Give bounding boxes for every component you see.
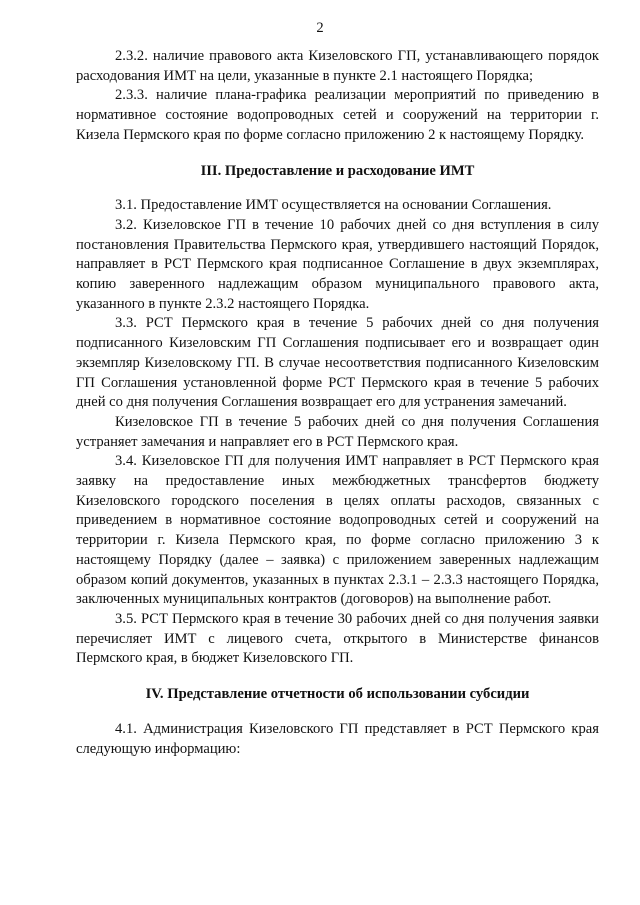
- paragraph: 2.3.3. наличие плана-графика реализации мероприятий по приведению в нормативное состояние водопроводных сетей и сооружений на территории г. Кизела Пермского края по форме согласно приложению 2 к настоящему Порядку.: [76, 87, 599, 143]
- paragraph: 3.2. Кизеловское ГП в течение 10 рабочих дней со дня вступления в силу постановления Правительства Пермского края, утвердившего настоящий Порядок, направляет в РСТ Пермского края подписанное Соглашение в двух экземплярах, копию заверенного надлежащим образом муниципального правового акта, указанного в пункте 2.3.2 настоящего Порядка.: [76, 216, 599, 312]
- page-number: 2: [316, 20, 324, 36]
- paragraph: Кизеловское ГП в течение 5 рабочих дней со дня получения Соглашения устраняет замечания и направляет его в РСТ Пермского края.: [76, 413, 599, 450]
- document-body: [76, 47, 599, 759]
- section-heading: III. Предоставление и расходование ИМТ: [200, 162, 475, 179]
- paragraph: 3.5. РСТ Пермского края в течение 30 рабочих дней со дня получения заявки перечисляет ИМТ с лицевого счета, открытого в Министерстве финансов Пермского края, в бюджет Кизеловского ГП.: [76, 610, 599, 667]
- paragraph: 2.3.2. наличие правового акта Кизеловского ГП, устанавливающего порядок расходования ИМТ на цели, указанные в пункте 2.1 настоящего Порядка;: [76, 48, 599, 84]
- paragraph: 3.4. Кизеловское ГП для получения ИМТ направляет в РСТ Пермского края заявку на предоставление иных межбюджетных трансфертов бюджету Кизеловского городского поселения в целях оплаты расходов, связанных с приведением в нормативное состояние водопроводных сетей и сооружений на территории г. Кизела Пермского края, по форме согласно приложению 3 к настоящему Порядку (далее – заявка) с приложением заверенных надлежащим образом копий документов, указанных в пунктах 2.3.1 – 2.3.3 настоящего Порядка, заключенных муниципальных контрактов (договоров) на выполнение работ.: [76, 453, 599, 608]
- paragraph: 3.1. Предоставление ИМТ осуществляется на основании Соглашения.: [115, 197, 552, 214]
- paragraph: 3.3. РСТ Пермского края в течение 5 рабочих дней со дня получения подписанного Кизеловским ГП Соглашения подписывает его и возвращает один экземпляр Кизеловскому ГП. В случае несоответствия подписанного Кизеловским ГП Соглашения установленной форме РСТ Пермского края в течение 5 рабочих дней со дня получения Соглашения возвращает его для устранения замечаний.: [76, 315, 599, 411]
- section-heading: IV. Представление отчетности об использовании субсидии: [145, 686, 530, 703]
- paragraph: 4.1. Администрация Кизеловского ГП представляет в РСТ Пермского края следующую информацию:: [76, 720, 599, 757]
